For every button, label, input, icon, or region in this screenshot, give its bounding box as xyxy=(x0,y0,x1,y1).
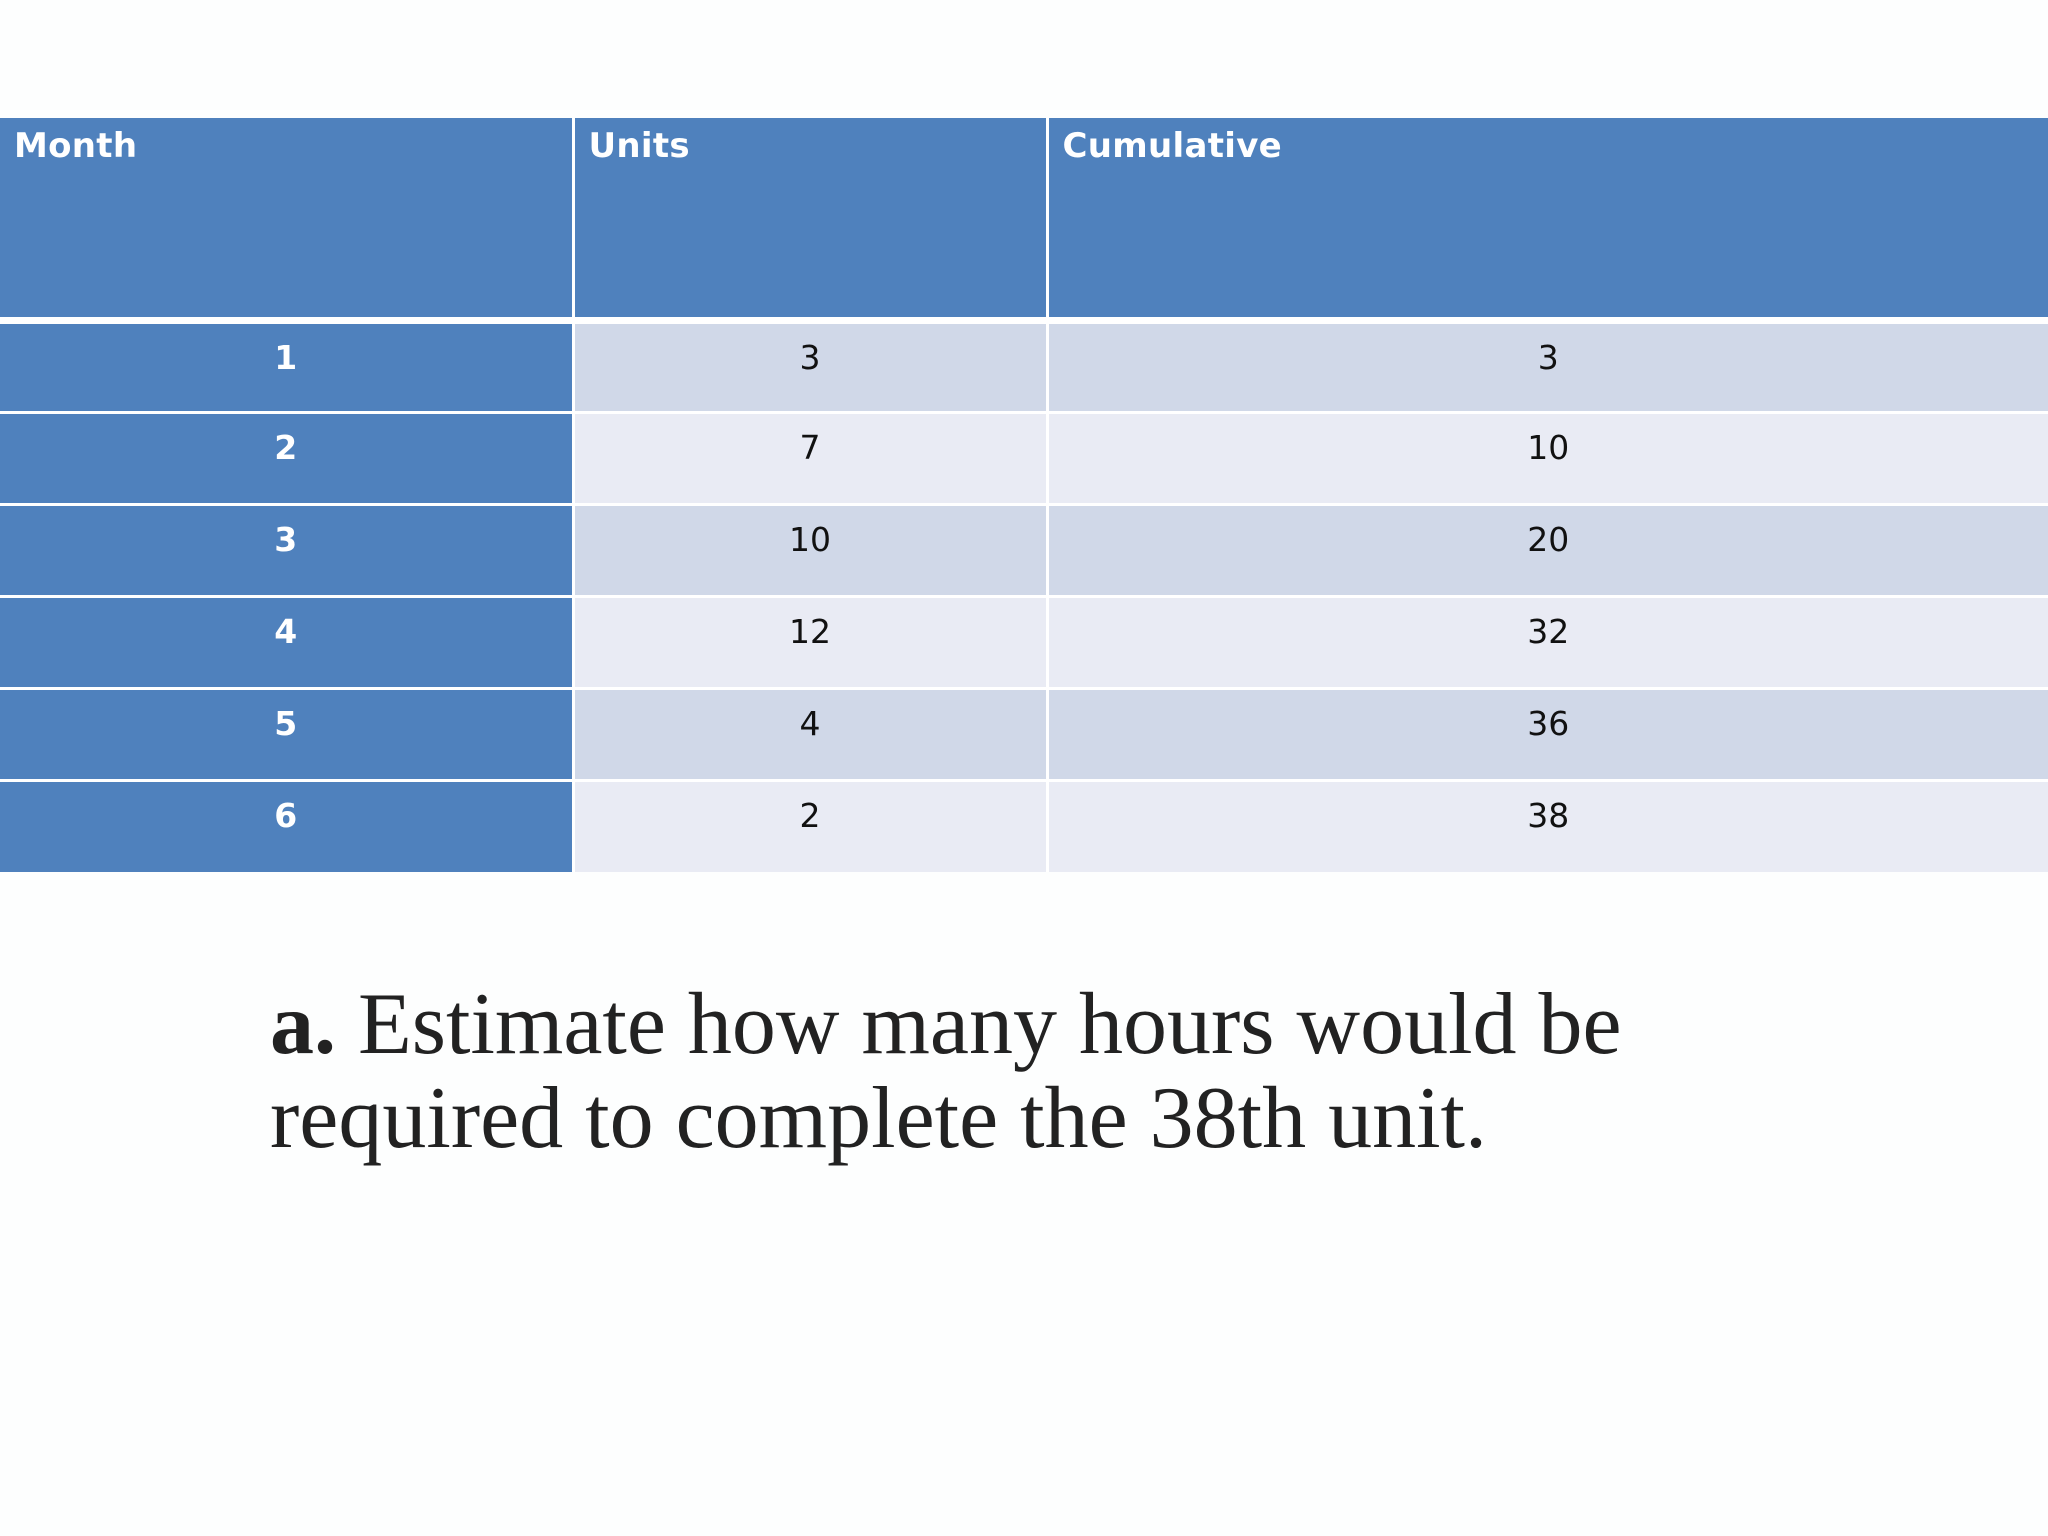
question-body: Estimate how many hours would be required to complete the 38th unit. xyxy=(270,976,1622,1167)
table-row xyxy=(0,320,2048,412)
units-cell: 12 xyxy=(573,596,1047,688)
month-cell: 3 xyxy=(0,504,573,596)
table-row xyxy=(0,412,2048,504)
cumulative-cell: 3 xyxy=(1047,320,2048,412)
cumulative-cell: 38 xyxy=(1047,780,2048,872)
question-label: a. xyxy=(270,976,336,1073)
month-cell: 5 xyxy=(0,688,573,780)
cumulative-cell: 20 xyxy=(1047,504,2048,596)
units-cell: 2 xyxy=(573,780,1047,872)
month-cell: 6 xyxy=(0,780,573,872)
cumulative-cell: 10 xyxy=(1047,412,2048,504)
header-row xyxy=(0,118,2048,320)
table-row xyxy=(0,688,2048,780)
month-cell: 2 xyxy=(0,412,573,504)
table-row xyxy=(0,504,2048,596)
units-cell: 3 xyxy=(573,320,1047,412)
table-row xyxy=(0,596,2048,688)
cumulative-cell: 36 xyxy=(1047,688,2048,780)
units-cell: 10 xyxy=(573,504,1047,596)
header-cumulative: Cumulative xyxy=(1047,118,2048,320)
units-cell: 4 xyxy=(573,688,1047,780)
units-cell: 7 xyxy=(573,412,1047,504)
header-month: Month xyxy=(0,118,573,320)
month-cell: 1 xyxy=(0,320,573,412)
table-row xyxy=(0,780,2048,872)
header-units: Units xyxy=(573,118,1047,320)
cumulative-cell: 32 xyxy=(1047,596,2048,688)
question-text xyxy=(270,978,1770,1166)
month-cell: 4 xyxy=(0,596,573,688)
data-table xyxy=(0,118,2048,872)
